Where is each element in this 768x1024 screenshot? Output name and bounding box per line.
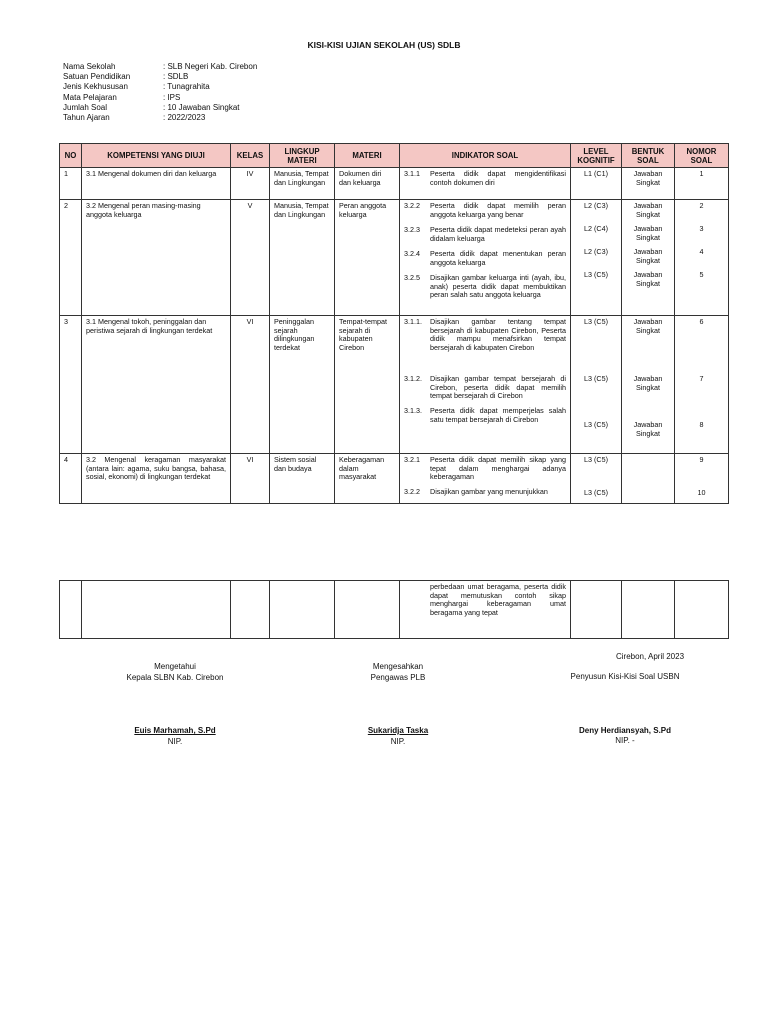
- kisi-kisi-table: [59, 143, 729, 504]
- school-info: [63, 62, 257, 123]
- bentuk-item: Jawaban Singkat: [633, 270, 663, 288]
- indicator-code: 3.2.5: [404, 273, 420, 282]
- indicator-item: [404, 375, 566, 406]
- header-nomor: NOMOR SOAL: [675, 144, 729, 168]
- nomor-item: 9: [699, 455, 704, 464]
- cell-level: [571, 581, 622, 639]
- indicator-text: Peserta didik dapat memilih peran anggota keluarga yang benar: [430, 201, 566, 219]
- signature-name: Euis Marhamah, S.Pd: [134, 726, 216, 735]
- info-label: Nama Sekolah: [63, 62, 116, 71]
- indicator-item: [404, 583, 566, 617]
- level-item: L3 (C5): [584, 317, 608, 326]
- indicator-code: 3.1.3.: [404, 406, 422, 415]
- signature-role: Kepala SLBN Kab. Cirebon: [126, 672, 224, 682]
- cell-materi: Peran anggota keluarga: [335, 200, 400, 316]
- info-value: : IPS: [163, 92, 181, 102]
- bentuk-item: Jawaban Singkat: [633, 420, 663, 438]
- cell-kelas: [231, 581, 270, 639]
- cell-nomor: 1: [675, 168, 729, 200]
- info-label: Jenis Kekhususan: [63, 82, 128, 92]
- cell-no: 2: [60, 200, 82, 316]
- indicator-code: 3.2.4: [404, 249, 420, 258]
- signature-space: [545, 683, 705, 726]
- header-indikator: INDIKATOR SOAL: [400, 144, 571, 168]
- signature-name: Deny Herdiansyah, S.Pd: [578, 725, 672, 735]
- signature-role: Penyusun Kisi-Kisi Soal USBN: [570, 672, 680, 681]
- indicator-text: Peserta didik dapat medeteksi peran ayah didalam keluarga: [430, 225, 566, 243]
- cell-materi: Dokumen diri dan keluarga: [335, 168, 400, 200]
- cell-kelas: V: [231, 200, 270, 316]
- level-item: L2 (C4): [584, 224, 608, 233]
- cell-lingkup: Manusia, Tempat dan Lingkungan: [270, 200, 335, 316]
- level-item: L3 (C5): [584, 374, 608, 383]
- cell-indikator: [400, 200, 571, 316]
- table-header-row: [60, 144, 729, 168]
- indicator-text: Peserta didik dapat mengidentifikasi contoh dokumen diri: [430, 169, 566, 187]
- header-level: LEVEL KOGNITIF: [571, 144, 622, 168]
- signature-space: [323, 683, 473, 726]
- signature-nip: NIP.: [167, 736, 183, 746]
- cell-lingkup: Sistem sosial dan budaya: [270, 454, 335, 504]
- indicator-text: Disajikan gambar yang menunjukkan: [430, 487, 548, 496]
- level-item: L3 (C5): [584, 488, 608, 497]
- indicator-text: Disajikan gambar tentang tempat bersejarah di kabupaten Cirebon, Peserta didik mampu menafsirkan tempat bersejarah di kabupaten Cirebon: [430, 317, 566, 352]
- level-item: L3 (C5): [584, 270, 608, 279]
- cell-no: 1: [60, 168, 82, 200]
- indicator-text: Disajikan gambar tempat bersejarah di Cirebon, peserta didik dapat memilih tempat bersejarah di Cirebon: [430, 374, 566, 401]
- cell-kd: [82, 581, 231, 639]
- indicator-code: 3.1.2.: [404, 374, 422, 383]
- level-item: L2 (C3): [584, 247, 608, 256]
- cell-level: [571, 454, 622, 504]
- signature-role: Mengesahkan: [372, 662, 424, 671]
- indicator-code: 3.2.1: [404, 455, 420, 464]
- header-bentuk: BENTUK SOAL: [622, 144, 675, 168]
- signature-role: Pengawas PLB: [370, 672, 426, 682]
- cell-kelas: IV: [231, 168, 270, 200]
- bentuk-item: Jawaban Singkat: [633, 224, 663, 242]
- info-row: [63, 93, 257, 103]
- cell-kd: 3.1 Mengenal dokumen diri dan keluarga: [82, 168, 231, 200]
- nomor-item: 6: [699, 317, 704, 326]
- level-item: L2 (C3): [584, 201, 608, 210]
- indicator-item: [404, 170, 566, 187]
- cell-materi: Keberagaman dalam masyarakat: [335, 454, 400, 504]
- cell-level: [571, 200, 622, 316]
- info-row: [63, 113, 257, 123]
- cell-nomor: [675, 581, 729, 639]
- cell-indikator: [400, 581, 571, 639]
- info-row: [63, 82, 257, 92]
- cell-level: [571, 316, 622, 454]
- cell-nomor: [675, 454, 729, 504]
- cell-indikator: [400, 316, 571, 454]
- cell-bentuk: Jawaban Singkat: [622, 168, 675, 200]
- signature-left: [100, 662, 250, 747]
- bentuk-item: Jawaban Singkat: [633, 247, 663, 265]
- cell-lingkup: Peninggalan sejarah dilingkungan terdekat: [270, 316, 335, 454]
- indicator-code: [404, 583, 430, 617]
- info-value: : 10 Jawaban Singkat: [163, 102, 240, 112]
- cell-indikator: [400, 454, 571, 504]
- indicator-item: [404, 318, 566, 374]
- table-row: [60, 200, 729, 316]
- indicator-text: Peserta didik dapat memperjelas salah satu tempat bersejarah di Cirebon: [430, 406, 566, 424]
- cell-no: [60, 581, 82, 639]
- cell-nomor: [675, 200, 729, 316]
- info-label: Mata Pelajaran: [63, 92, 117, 102]
- indicator-item: [404, 407, 566, 424]
- info-row: [63, 72, 257, 82]
- header-no: NO: [60, 144, 82, 168]
- continuation-table: [59, 580, 729, 639]
- cell-nomor: [675, 316, 729, 454]
- indicator-text: Disajikan gambar keluarga inti (ayah, ibu, anak) peserta didik dapat membuktikan peran salah satu anggota keluarga: [430, 273, 566, 300]
- bentuk-item: Jawaban Singkat: [633, 374, 663, 392]
- indicator-item: [404, 226, 566, 249]
- indicator-continuation: perbedaan umat beragama, peserta didik dapat memutuskan contoh sikap menghargai keberagaman umat beragama yang tepat: [430, 582, 566, 617]
- info-label: Jumlah Soal: [63, 102, 108, 112]
- cell-kd: 3.1 Mengenal tokoh, peninggalan dan peristiwa sejarah di lingkungan terdekat: [82, 316, 231, 454]
- cell-indikator: [400, 168, 571, 200]
- info-value: : Tunagrahita: [163, 82, 210, 92]
- cell-bentuk: [622, 454, 675, 504]
- cell-lingkup: Manusia, Tempat dan Lingkungan: [270, 168, 335, 200]
- cell-level: L1 (C1): [571, 168, 622, 200]
- level-item: L3 (C5): [584, 455, 608, 464]
- indicator-code: 3.1.1.: [404, 317, 422, 326]
- signature-space: [100, 683, 250, 726]
- signature-name: Sukaridja Taska: [367, 726, 429, 735]
- indicator-item: [404, 274, 566, 300]
- nomor-item: 4: [699, 247, 704, 256]
- signature-role: Mengetahui: [154, 662, 196, 671]
- signature-nip: NIP.: [390, 736, 406, 746]
- indicator-item: [404, 456, 566, 487]
- indicator-code: 3.1.1: [404, 169, 420, 178]
- indicator-code: 3.2.2: [404, 487, 420, 496]
- indicator-item: [404, 488, 566, 497]
- table-row: [60, 581, 729, 639]
- cell-no: 3: [60, 316, 82, 454]
- table-row: [60, 454, 729, 504]
- indicator-code: 3.2.3: [404, 225, 420, 234]
- table-row: [60, 168, 729, 200]
- cell-lingkup: [270, 581, 335, 639]
- place-date: Cirebon, April 2023: [615, 652, 685, 661]
- indicator-item: [404, 250, 566, 273]
- cell-bentuk: [622, 316, 675, 454]
- header-kd: KOMPETENSI YANG DIUJI: [82, 144, 231, 168]
- info-label: Tahun Ajaran: [63, 113, 110, 123]
- cell-kd: 3.2 Mengenal keragaman masyarakat (antara lain: agama, suku bangsa, bahasa, sosial, ekonomi) di lingkungan terdekat: [82, 454, 231, 504]
- cell-kelas: VI: [231, 454, 270, 504]
- page-title: KISI-KISI UJIAN SEKOLAH (US) SDLB: [307, 40, 461, 50]
- header-kelas: KELAS: [231, 144, 270, 168]
- nomor-item: 5: [699, 270, 704, 279]
- table-row: [60, 316, 729, 454]
- nomor-item: 8: [699, 420, 704, 429]
- bentuk-item: Jawaban Singkat: [633, 201, 663, 219]
- signature-middle: [323, 662, 473, 747]
- nomor-item: 10: [697, 488, 706, 497]
- info-label: Satuan Pendidikan: [63, 72, 131, 82]
- cell-no: 4: [60, 454, 82, 504]
- info-row: [63, 103, 257, 113]
- header-lingkup: LINGKUP MATERI: [270, 144, 335, 168]
- signature-right: [545, 672, 705, 747]
- info-row: [63, 62, 257, 72]
- cell-kelas: VI: [231, 316, 270, 454]
- nomor-item: 3: [699, 224, 704, 233]
- cell-bentuk: [622, 581, 675, 639]
- indicator-item: [404, 202, 566, 225]
- bentuk-item: Jawaban Singkat: [633, 317, 663, 335]
- cell-materi: [335, 581, 400, 639]
- info-value: : SDLB: [163, 72, 189, 82]
- info-value: : SLB Negeri Kab. Cirebon: [163, 62, 258, 71]
- nomor-item: 2: [699, 201, 704, 210]
- info-value: : 2022/2023: [163, 113, 206, 123]
- signature-nip: NIP. -: [615, 736, 635, 745]
- indicator-text: Peserta didik dapat memilih sikap yang tepat dalam menghargai adanya keberagaman: [430, 455, 566, 482]
- cell-bentuk: [622, 200, 675, 316]
- indicator-code: 3.2.2: [404, 201, 420, 210]
- cell-materi: Tempat-tempat sejarah di kabupaten Cirebon: [335, 316, 400, 454]
- header-materi: MATERI: [335, 144, 400, 168]
- cell-kd: 3.2 Mengenal peran masing-masing anggota keluarga: [82, 200, 231, 316]
- nomor-item: 7: [699, 374, 704, 383]
- level-item: L3 (C5): [584, 420, 608, 429]
- indicator-text: Peserta didik dapat menentukan peran anggota keluarga: [430, 249, 566, 267]
